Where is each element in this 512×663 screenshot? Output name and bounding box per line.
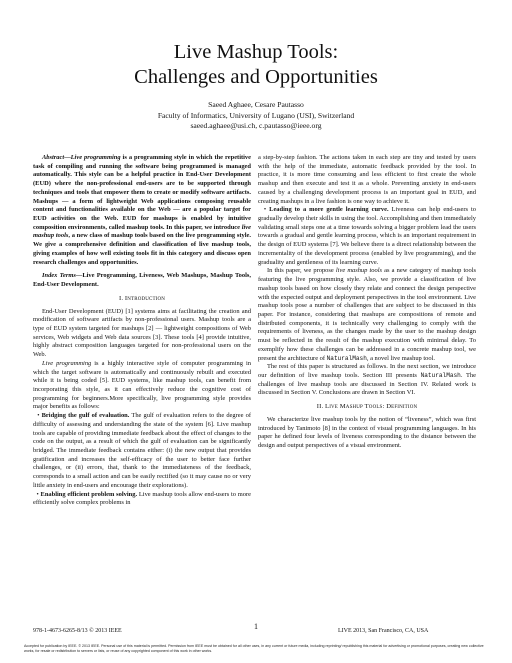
section-heading-introduction: I. Introduction — [118, 294, 166, 302]
abstract-text: is a programming style in which the repetitive task of compiling and running the software being programmed is managed automatically. This style can be a helpful practice in End-User Development (EUD) where the non-professional end-users are to be supported through techniques and tools that empower them to create or modify software artifacts. Mashups — a form of lightweight Web applications composing reusable content and functionalities available on the Web — are a popular target for EUD activities on the Web. EUD for mashups is enabled by intuitive composition environments, called mashup tools. In this paper, we introduce — [33, 154, 251, 231]
index-terms — [33, 272, 251, 289]
title-line-2: Challenges and Opportunities — [134, 66, 378, 88]
p3-before: The rest of this paper is structured as follows. In the next section, we introduce our definition of live mashup tools. Section III presents — [258, 363, 476, 379]
p3-after: . The challenges of live mashup tools are discussed in Section IV. Related work is discussed in Section V. Conclusions are drawn in Section VI. — [258, 371, 476, 397]
author-block — [0, 100, 512, 132]
index-terms-text: —Live Programming, Liveness, Web Mashups, Mashup Tools, End-User Development. — [33, 272, 251, 289]
abstract-label: Abstract — [42, 154, 65, 161]
intro-paragraph-2 — [33, 360, 251, 412]
naturalmash-term: NaturalMash — [420, 371, 461, 379]
footer-venue: LIVE 2013, San Francisco, CA, USA — [338, 628, 429, 634]
intro-em: Live programming — [42, 359, 92, 367]
author-names: Saeed Aghaee, Cesare Pautasso — [208, 100, 304, 109]
right-paragraph-3 — [258, 363, 476, 398]
p2-em: live mashup tools — [335, 267, 383, 275]
abstract-text-end: , a new class of mashup tools based on the live programming style. We give a comprehensive definition and classification of live mashup tools, giving examples of how well existing tools fit in this category and discuss open research challenges and opportunities. — [33, 232, 251, 266]
bullet-gulf-of-evaluation: • Bridging the gulf of evaluation. The gulf of evaluation refers to the degree of difficulty of assessing and understanding the state of the system [6]. Live mashup tools are capable of providing immediate feedback about the effect of changes to the code on the output, as a result of which the gulf of evaluation can be significantly bridged. The immediate feedback contains either: (i) the new output that provides gratification and increases the self-efficacy of the user to better face further challenges, or (ii) errors, that, thank to the immediateness of the feedback, corresponds to a small action and can be easily rectified (so it may cause no or very little anxiety in end-users and encourage their explorations). — [33, 412, 251, 489]
page-number: 1 — [254, 622, 258, 631]
author-emails: saeed.aghaee@usi.ch, c.pautasso@ieee.org — [190, 121, 322, 130]
bullet-problem-solving: • Enabling efficient problem solving. Live mashup tools allow end-users to more efficiently solve complex problems in — [33, 490, 251, 507]
right-paragraph-2 — [258, 267, 476, 363]
intro-paragraph-1: End-User Development (EUD) [1] systems aims at facilitating the creation and modification of software artifacts by non-professional users. Mashup tools are a type of EUD system targeted for mashups [2] — lightweight compositions of Web services, Web widgets and Web data sources [3]. These tools [4] provide intuitive, highly abstract composition languages targeted for non-professional users on the Web. — [33, 307, 251, 359]
right-column — [258, 154, 476, 451]
title-line-1: Live Mashup Tools: — [173, 41, 339, 63]
p2-end: , a novel live mashup tool. — [366, 354, 435, 362]
bullet-text: Live mashup tools allow end-users to more efficiently solve complex problems in — [33, 490, 251, 507]
p2-before: In this paper, we propose — [267, 267, 336, 275]
abstract-dash: — — [64, 154, 71, 161]
left-column — [33, 154, 251, 508]
section-heading-definition: II. Live Mashup Tools: Definition — [316, 403, 418, 411]
index-terms-label: Index Terms — [42, 272, 76, 280]
bullet-label: Leading to a more gentle learning curve. — [269, 206, 389, 214]
footer-isbn: 978-1-4673-6265-8/13 © 2013 IEEE — [33, 628, 122, 634]
abstract-em: Live programming — [70, 154, 121, 161]
paper-title — [0, 40, 512, 90]
bullet-text: Liveness can help end-users to gradually develop their skills in using the tool. Accomplishing and then immediately validating small steps one at a time towards solving a bigger problem lead the users towards a gradual and gentle learning process, which is an important requirement in the design of EUD systems [7]. We believe there is a direct relationship between the incrementality of the development process (enabled by live programming), and the graduality and gentleness of its learning curve. — [258, 206, 476, 266]
abstract-em2: live mashup tools — [33, 223, 251, 240]
bullet-text: The gulf of evaluation refers to the degree of difficulty of assessing and understanding the state of the system [6]. Live mashup tools are capable of providing immediate feedback about the effect of changes to the code on the output, as a result of which the gulf of evaluation can be significantly bridged. The immediate feedback contains either: (i) the new output that provides gratification and increases the self-efficacy of the user to better face further challenges, or (ii) errors, that, thank to the immediateness of the feedback, corresponds to a small action and can be easily rectified (so it may cause no or very little anxiety in end-users and encourage their explorations). — [33, 412, 251, 489]
bullet-learning-curve: • Leading to a more gentle learning curve. Liveness can help end-users to gradually develop their skills in using the tool. Accomplishing and then immediately validating small steps one at a time towards solving a bigger problem lead the users towards a gradual and gentle learning process, which is an important requirement in the design of EUD systems [7]. We believe there is a direct relationship between the incrementality of the development process (enabled by live programming), and the graduality and gentleness of its learning curve. — [258, 206, 476, 266]
bullet-label: Enabling efficient problem solving. — [40, 490, 138, 498]
right-paragraph-1: a step-by-step fashion. The actions taken in each step are tiny and tested by users with the help of the immediate, automatic feedback provided by the tool. In practice, it is more time consuming and less efficient to first create the whole mashup and then execute and test it as a whole. Preventing anxiety in end-users caused by a challenging development process is an important goal in EUD, and creating mashups in a live fashion is one way to achieve it. — [258, 154, 476, 205]
naturalmash-term: NaturalMash — [326, 354, 367, 362]
right-paragraph-4: We characterize live mashup tools by the notion of “liveness”, which was first introduced by Tanimoto [8] in the context of visual programming languages. In his paper he defined four levels of liveness corresponding to the distance between the design and output perspectives of a visual environment. — [258, 415, 476, 449]
author-affiliation: Faculty of Informatics, University of Lugano (USI), Switzerland — [157, 110, 355, 120]
abstract — [33, 154, 251, 267]
intro-p2-text: is a highly interactive style of computer programming in which the target software is automatically and continuously rebuilt and executed while it is being coded [5]. EUD systems, like mashup tools, can benefit from incorporating this style, as it can effectively reduce the cognitive cost of programming for beginners.More specifically, live programming style provides major benefits as follows: — [33, 359, 251, 411]
p2-after: as a new category of mashup tools featuring the live programming style. Also, we provide a classification of live mashup tools based on how closely they relate and connect the design perspective with the expected output and deployment perspectives in the tool environment. Live mashup tools pose a number of challenges that are subject to be discussed in this paper. For instance, considering that mashups are compositions of remote and distributed components, it is technically very challenging to comply with the requirements of liveness, as the changes made by the user to the mashup design must be reflected in the result of the mashup execution with minimal delay. To exemplify how these challenges can be addressed in a concrete mashup tool, we present the architecture of — [258, 267, 476, 362]
copyright-notice: Accepted for publication by IEEE. © 2013 IEEE. Personal use of this material is permitted. Permission from IEEE must be obtained for all other uses, in any current or future media, including reprinting/ republishing this material for advertising or promotional purposes, creating new collective works, for resale or redistribution to servers or lists, or reuse of any copyrighted component of this work in other works. — [24, 644, 484, 653]
bullet-label: Bridging the gulf of evaluation. — [41, 412, 130, 420]
